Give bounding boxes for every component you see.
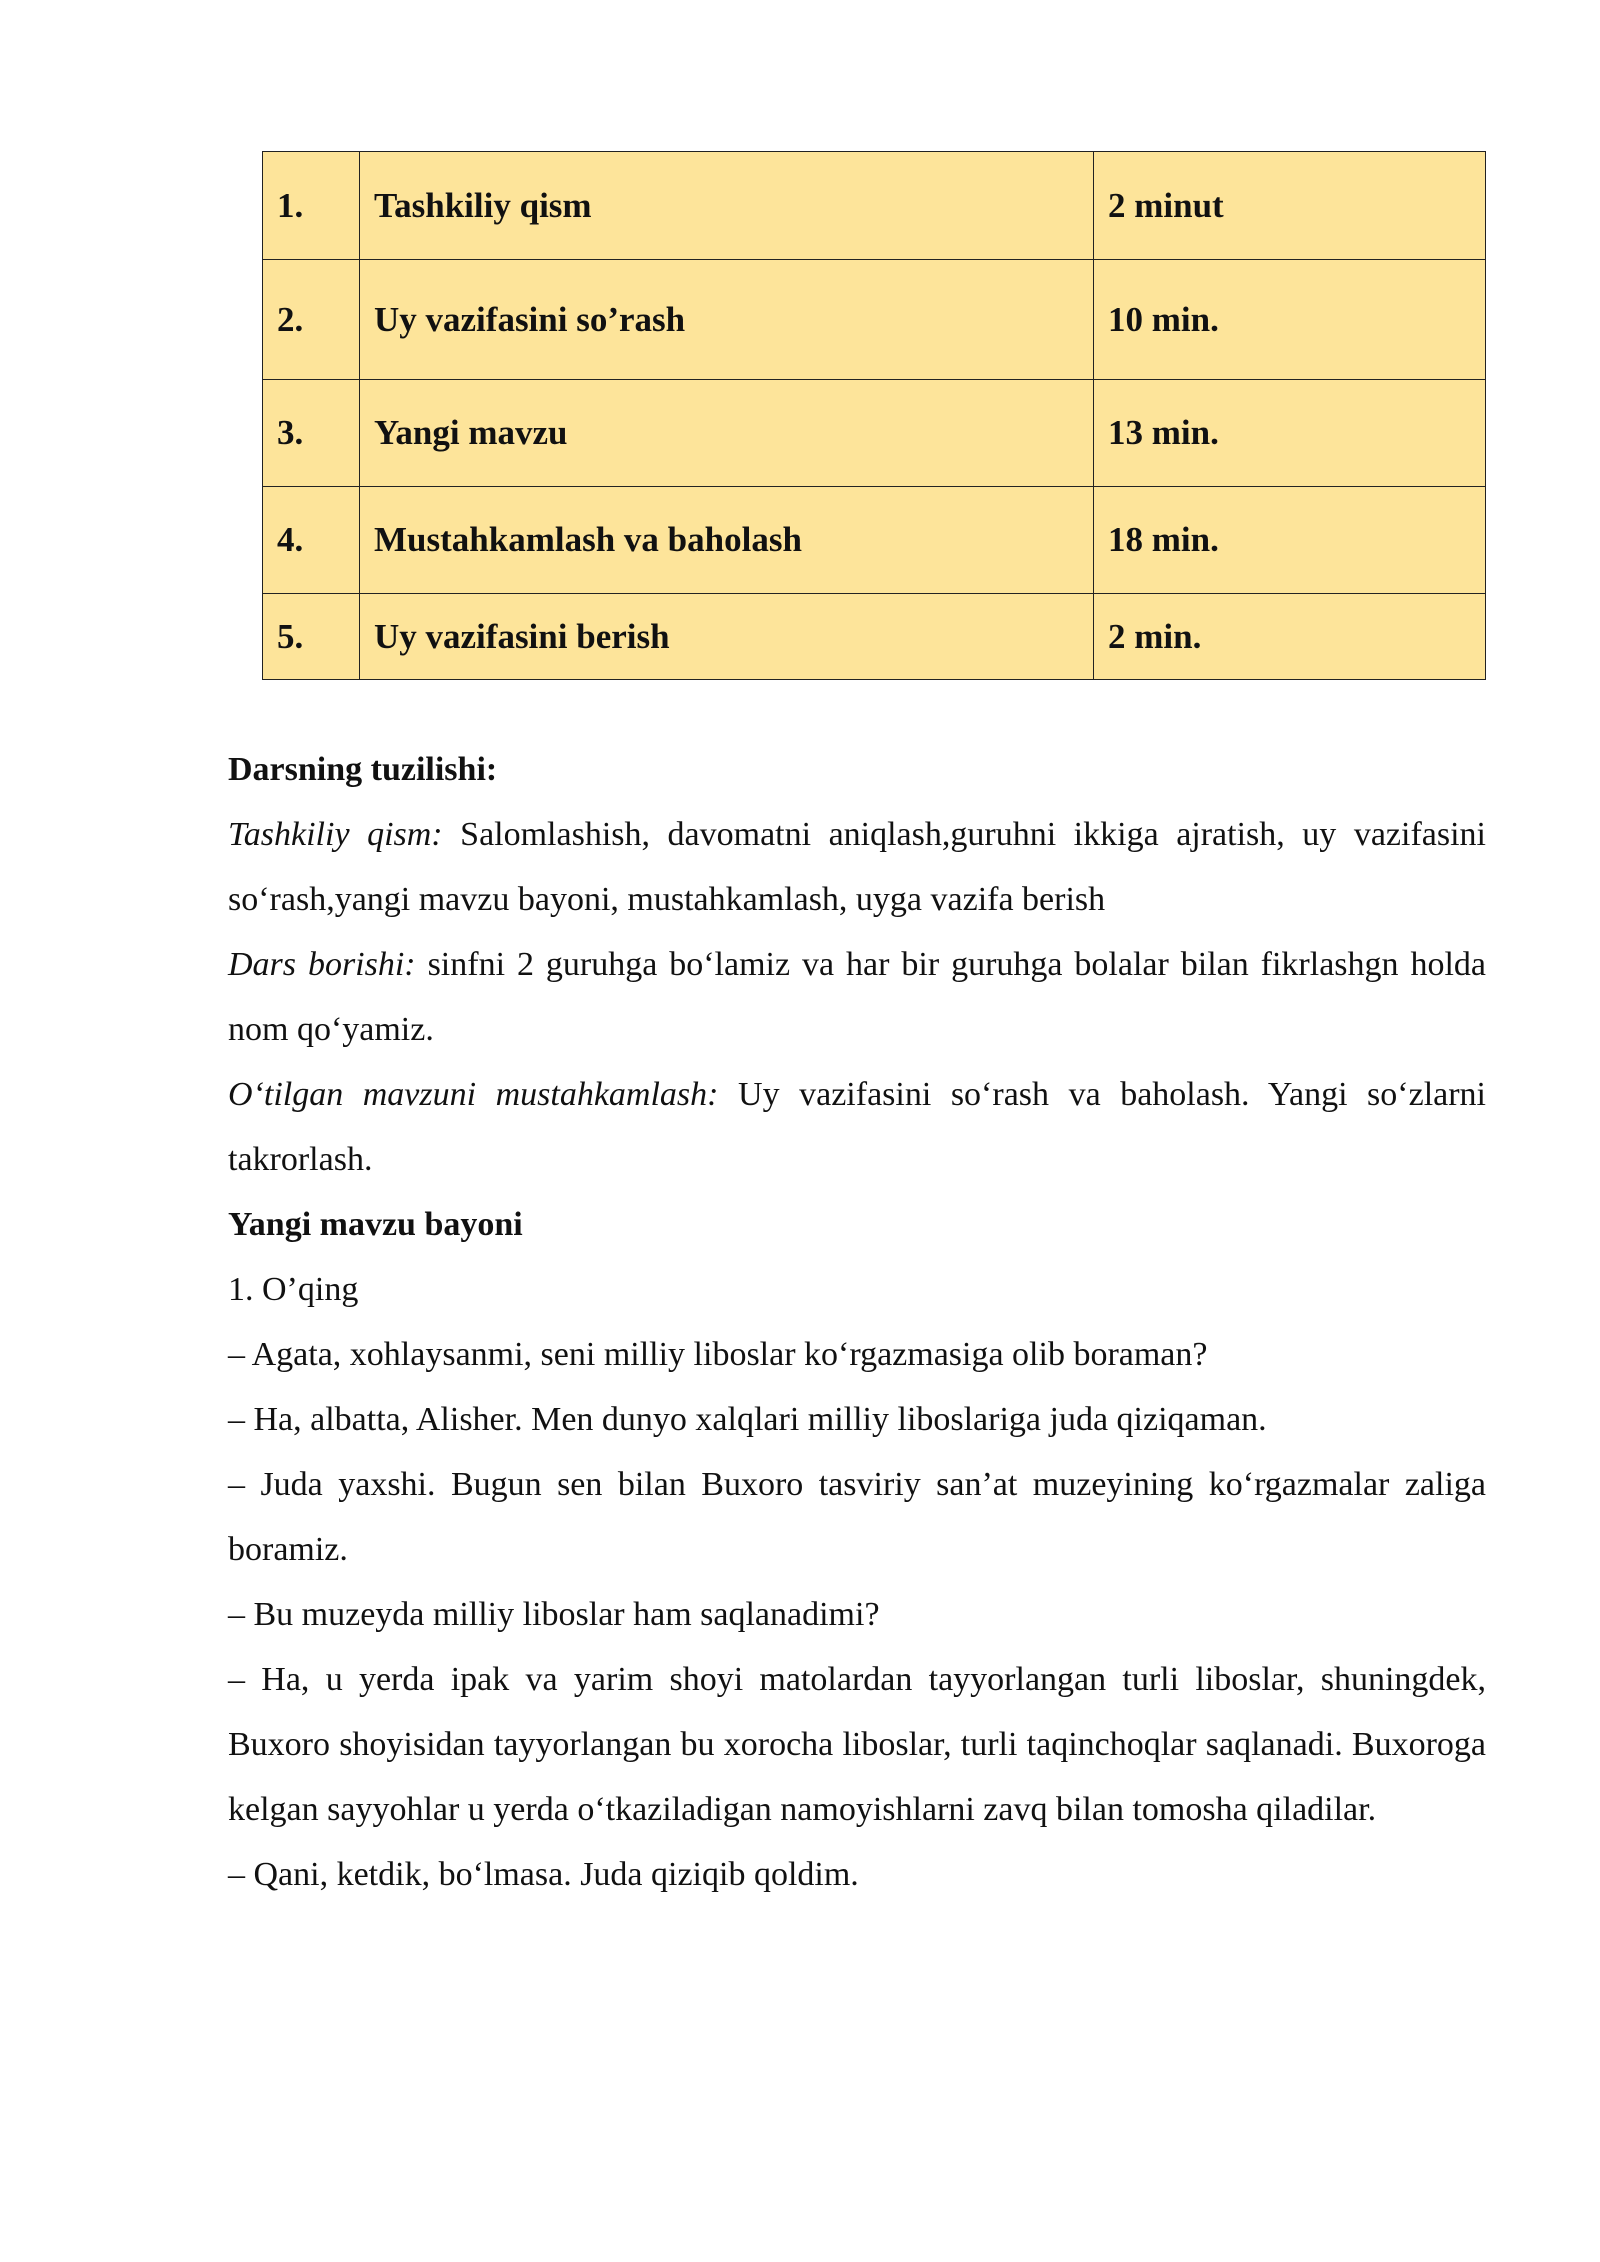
dialogue-line: – Bu muzeyda milliy liboslar ham saqlanadimi?	[228, 1596, 880, 1633]
step-number: 3.	[263, 380, 360, 487]
table-row	[263, 260, 1486, 380]
organizational-text: Salomlashish, davomatni aniqlash,guruhni ikkiga ajratish, uy vazifasini so‘rash,yangi mavzu bayoni, mustahkamlash, uyga vazifa berish	[228, 816, 1486, 918]
review-lead: O‘tilgan mavzuni mustahkamlash:	[228, 1076, 719, 1113]
lesson-flow-lead: Dars borishi:	[228, 946, 416, 983]
step-name: Uy vazifasini berish	[360, 594, 1094, 680]
dialogue-line: – Agata, xohlaysanmi, seni milliy liboslar ko‘rgazmasiga olib boraman?	[228, 1336, 1208, 1373]
step-duration: 18 min.	[1094, 487, 1486, 594]
step-number: 2.	[263, 260, 360, 380]
table-row	[263, 380, 1486, 487]
structure-heading: Darsning tuzilishi:	[228, 751, 498, 788]
organizational-paragraph	[228, 802, 1486, 932]
review-paragraph	[228, 1062, 1486, 1192]
reading-task: 1. O’qing	[228, 1271, 359, 1308]
step-name: Tashkiliy qism	[360, 152, 1094, 260]
dialogue-line: – Ha, u yerda ipak va yarim shoyi matolardan tayyorlangan turli liboslar, shuningdek, Buxoro shoyisidan tayyorlangan bu xorocha liboslar, turli taqinchoqlar saqlanadi. Buxoroga kelgan sayyohlar u yerda o‘tkaziladigan namoyishlarni zavq bilan tomosha qiladilar.	[228, 1661, 1486, 1828]
step-name: Yangi mavzu	[360, 380, 1094, 487]
step-duration: 13 min.	[1094, 380, 1486, 487]
lesson-plan-table	[262, 151, 1486, 680]
step-number: 4.	[263, 487, 360, 594]
dialogue-line: – Juda yaxshi. Bugun sen bilan Buxoro tasviriy san’at muzeyining ko‘rgazmalar zaliga boramiz.	[228, 1466, 1486, 1568]
table-row	[263, 152, 1486, 260]
step-duration: 2 min.	[1094, 594, 1486, 680]
step-name: Uy vazifasini so’rash	[360, 260, 1094, 380]
table-row	[263, 594, 1486, 680]
new-topic-heading: Yangi mavzu bayoni	[228, 1206, 523, 1243]
review-text: Uy vazifasini so‘rash va baholash. Yangi so‘zlarni takrorlash.	[228, 1076, 1486, 1178]
step-duration: 2 minut	[1094, 152, 1486, 260]
step-number: 5.	[263, 594, 360, 680]
lesson-text	[228, 737, 1486, 1907]
step-number: 1.	[263, 152, 360, 260]
lesson-flow-text: sinfni 2 guruhga bo‘lamiz va har bir guruhga bolalar bilan fikrlashgn holda nom qo‘yamiz.	[228, 946, 1486, 1048]
table-row	[263, 487, 1486, 594]
step-duration: 10 min.	[1094, 260, 1486, 380]
dialogue-line: – Qani, ketdik, bo‘lmasa. Juda qiziqib qoldim.	[228, 1856, 859, 1893]
lesson-flow-paragraph	[228, 932, 1486, 1062]
step-name: Mustahkamlash va baholash	[360, 487, 1094, 594]
organizational-lead: Tashkiliy qism:	[228, 816, 443, 853]
dialogue-line: – Ha, albatta, Alisher. Men dunyo xalqlari milliy liboslariga juda qiziqaman.	[228, 1401, 1267, 1438]
